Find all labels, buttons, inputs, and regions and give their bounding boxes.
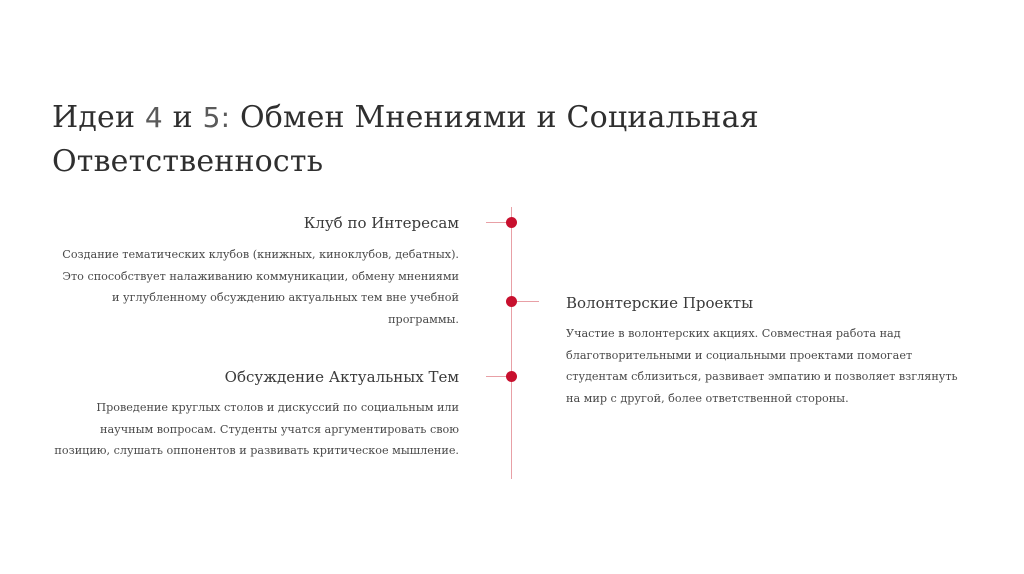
title-part-3: Обмен Мнениями и Социальная Ответственность — [52, 100, 759, 179]
timeline-item-text-3: Проведение круглых столов и дискуссий по социальным или научным вопросам. Студенты учатся аргументировать свою позицию, слушать оппонентов и развивать критическое мышление. — [54, 401, 459, 457]
timeline-item-title-1: Клуб по Интересам — [303, 214, 459, 232]
timeline-dot-3 — [506, 371, 517, 382]
timeline-dot-2 — [506, 296, 517, 307]
title-part-1: Идеи — [52, 100, 145, 135]
title-number-4: 4 — [144, 101, 163, 134]
title-part-2: и — [162, 100, 203, 135]
timeline-item-title-2: Волонтерские Проекты — [566, 294, 754, 312]
title-number-5: 5 — [202, 101, 221, 134]
timeline-vertical-line — [511, 207, 512, 479]
title-colon: : — [220, 101, 231, 134]
slide-title — [52, 96, 952, 184]
timeline-dot-1 — [506, 217, 517, 228]
timeline-item-title-3: Обсуждение Актуальных Тем — [224, 368, 459, 386]
timeline-item-text-2: Участие в волонтерских акциях. Совместная работа над благотворительными и социальными проектами помогает студентам сблизиться, развивает эмпатию и позволяет взглянуть на мир с другой, более ответственной стороны. — [566, 327, 958, 405]
timeline-item-text-1: Создание тематических клубов (книжных, киноклубов, дебатных). Это способствует налаживанию коммуникации, обмену мнениями и углубленному обсуждению актуальных тем вне учебной программы. — [62, 248, 459, 326]
